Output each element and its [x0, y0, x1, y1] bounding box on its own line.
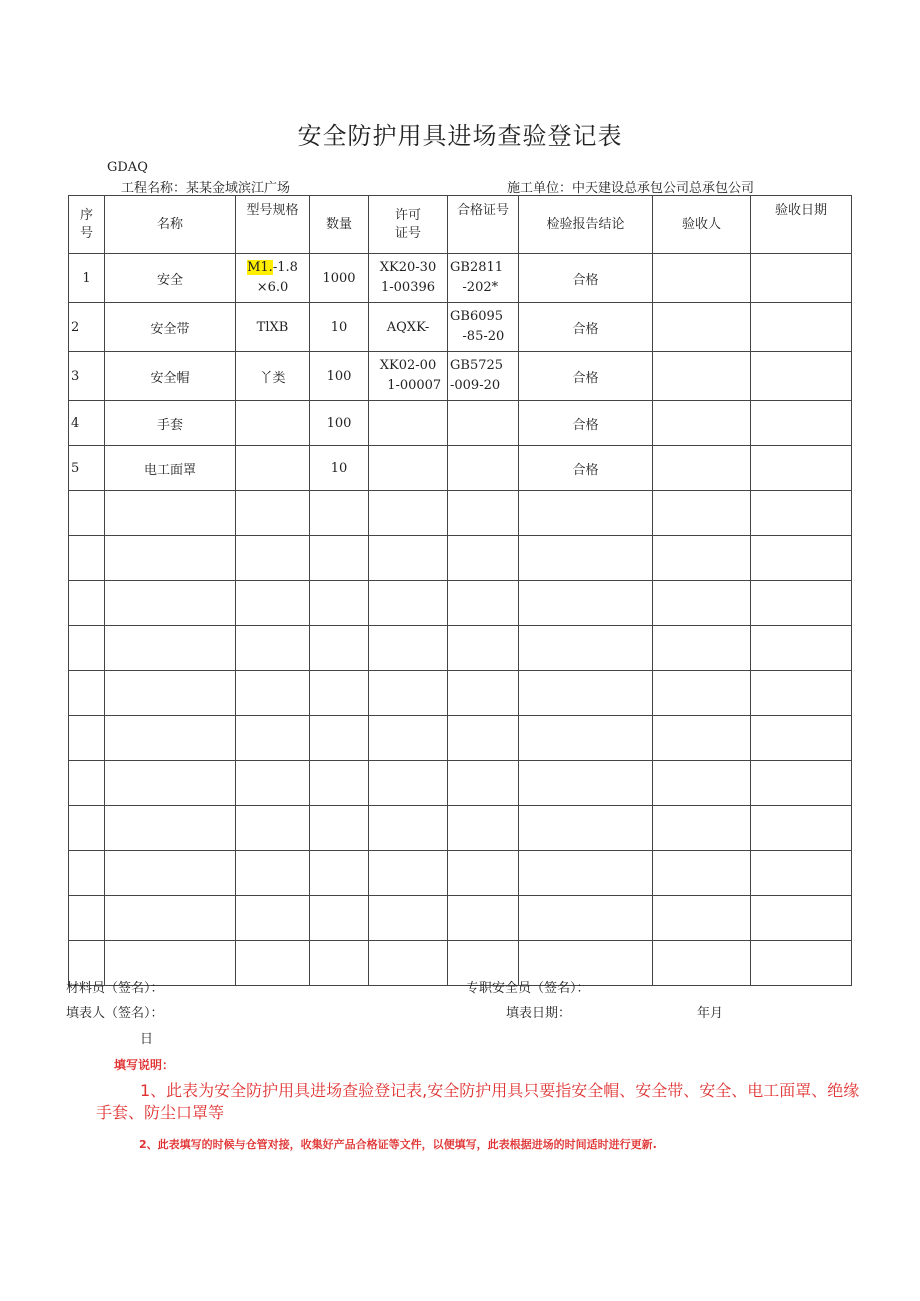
cell-name: 手套 [105, 401, 236, 446]
cell-name: 安全 [105, 254, 236, 303]
cell-seq: 1 [69, 254, 105, 303]
cell-qty: 100 [310, 352, 369, 401]
empty-row [69, 896, 852, 941]
header-receiver: 验收人 [653, 196, 751, 254]
table-row [69, 254, 852, 303]
year-month-label: 年月 [697, 1006, 724, 1021]
table-header-row [69, 196, 852, 254]
cell-receiver [653, 401, 751, 446]
cell-qty: 100 [310, 401, 369, 446]
header-name: 名称 [105, 196, 236, 254]
note-item-2: 2、此表填写的时候与仓管对接，收集好产品合格证等文件，以便填写，此表根据进场的时间适时进行更新. [139, 1138, 657, 1151]
cell-permit: XK20-30 1-00396 [369, 254, 448, 303]
cell-model: TlXB [236, 303, 310, 352]
cell-receiver [653, 352, 751, 401]
cell-model [236, 401, 310, 446]
cell-seq: 4 [69, 401, 105, 446]
cell-seq: 5 [69, 446, 105, 491]
header-report: 检验报告结论 [519, 196, 653, 254]
header-permit: 许可 证号 [369, 196, 448, 254]
cell-date [751, 303, 852, 352]
cell-report: 合格 [519, 254, 653, 303]
cell-name: 安全带 [105, 303, 236, 352]
contractor-name: 施工单位：中天建设总承包公司总承包公司 [507, 181, 755, 196]
cell-receiver [653, 254, 751, 303]
cell-date [751, 401, 852, 446]
page-title: 安全防护用具进场查验登记表 [297, 122, 623, 150]
cell-cert [448, 446, 519, 491]
project-name: 工程名称：某某金域滨江广场 [121, 181, 291, 196]
cell-permit: AQXK- [369, 303, 448, 352]
table-row [69, 352, 852, 401]
fill-date-label: 填表日期： [506, 1006, 572, 1021]
cell-report: 合格 [519, 352, 653, 401]
table-row [69, 303, 852, 352]
header-cert: 合格证号 [448, 196, 519, 254]
empty-row [69, 491, 852, 536]
cell-name: 电工面罩 [105, 446, 236, 491]
empty-row [69, 626, 852, 671]
header-model: 型号规格 [236, 196, 310, 254]
empty-row [69, 851, 852, 896]
empty-row [69, 671, 852, 716]
cell-name: 安全帽 [105, 352, 236, 401]
cell-permit [369, 401, 448, 446]
safety-officer-signature: 专职安全员（签名）： [466, 981, 590, 996]
cell-date [751, 254, 852, 303]
cell-receiver [653, 446, 751, 491]
cell-qty: 10 [310, 446, 369, 491]
cell-receiver [653, 303, 751, 352]
cell-report: 合格 [519, 303, 653, 352]
cell-permit [369, 446, 448, 491]
form-code: GDAQ [107, 160, 148, 175]
header-qty: 数量 [310, 196, 369, 254]
cell-permit: XK02-00 1-00007 [369, 352, 448, 401]
filler-signature: 填表人（签名）： [66, 1006, 164, 1021]
cell-date [751, 352, 852, 401]
header-seq: 序 号 [69, 196, 105, 254]
cell-cert: GB5725 -009-20 [448, 352, 519, 401]
cell-report: 合格 [519, 401, 653, 446]
empty-row [69, 941, 852, 986]
note-item-1: 1、此表为安全防护用具进场查验登记表,安全防护用具只要指安全帽、安全带、安全、电工面罩、绝缘手套、防尘口罩等 [96, 1081, 860, 1122]
cell-qty: 10 [310, 303, 369, 352]
cell-cert: GB6095 -85-20 [448, 303, 519, 352]
header-date: 验收日期 [751, 196, 852, 254]
table-row [69, 446, 852, 491]
empty-row [69, 581, 852, 626]
inspection-table [68, 195, 852, 986]
material-clerk-signature: 材料员（签名）： [66, 981, 164, 996]
cell-seq: 3 [69, 352, 105, 401]
cell-report: 合格 [519, 446, 653, 491]
cell-model [236, 446, 310, 491]
notes-heading: 填写说明： [114, 1058, 175, 1072]
cell-model: 丫类 [236, 352, 310, 401]
empty-row [69, 536, 852, 581]
empty-row [69, 806, 852, 851]
empty-row [69, 716, 852, 761]
cell-cert: GB2811 -202* [448, 254, 519, 303]
cell-cert [448, 401, 519, 446]
table-row [69, 401, 852, 446]
cell-date [751, 446, 852, 491]
empty-row [69, 761, 852, 806]
day-label: 日 [140, 1032, 154, 1047]
cell-qty: 1000 [310, 254, 369, 303]
cell-seq: 2 [69, 303, 105, 352]
cell-model: M1.-1.8 ×6.0 [236, 254, 310, 303]
